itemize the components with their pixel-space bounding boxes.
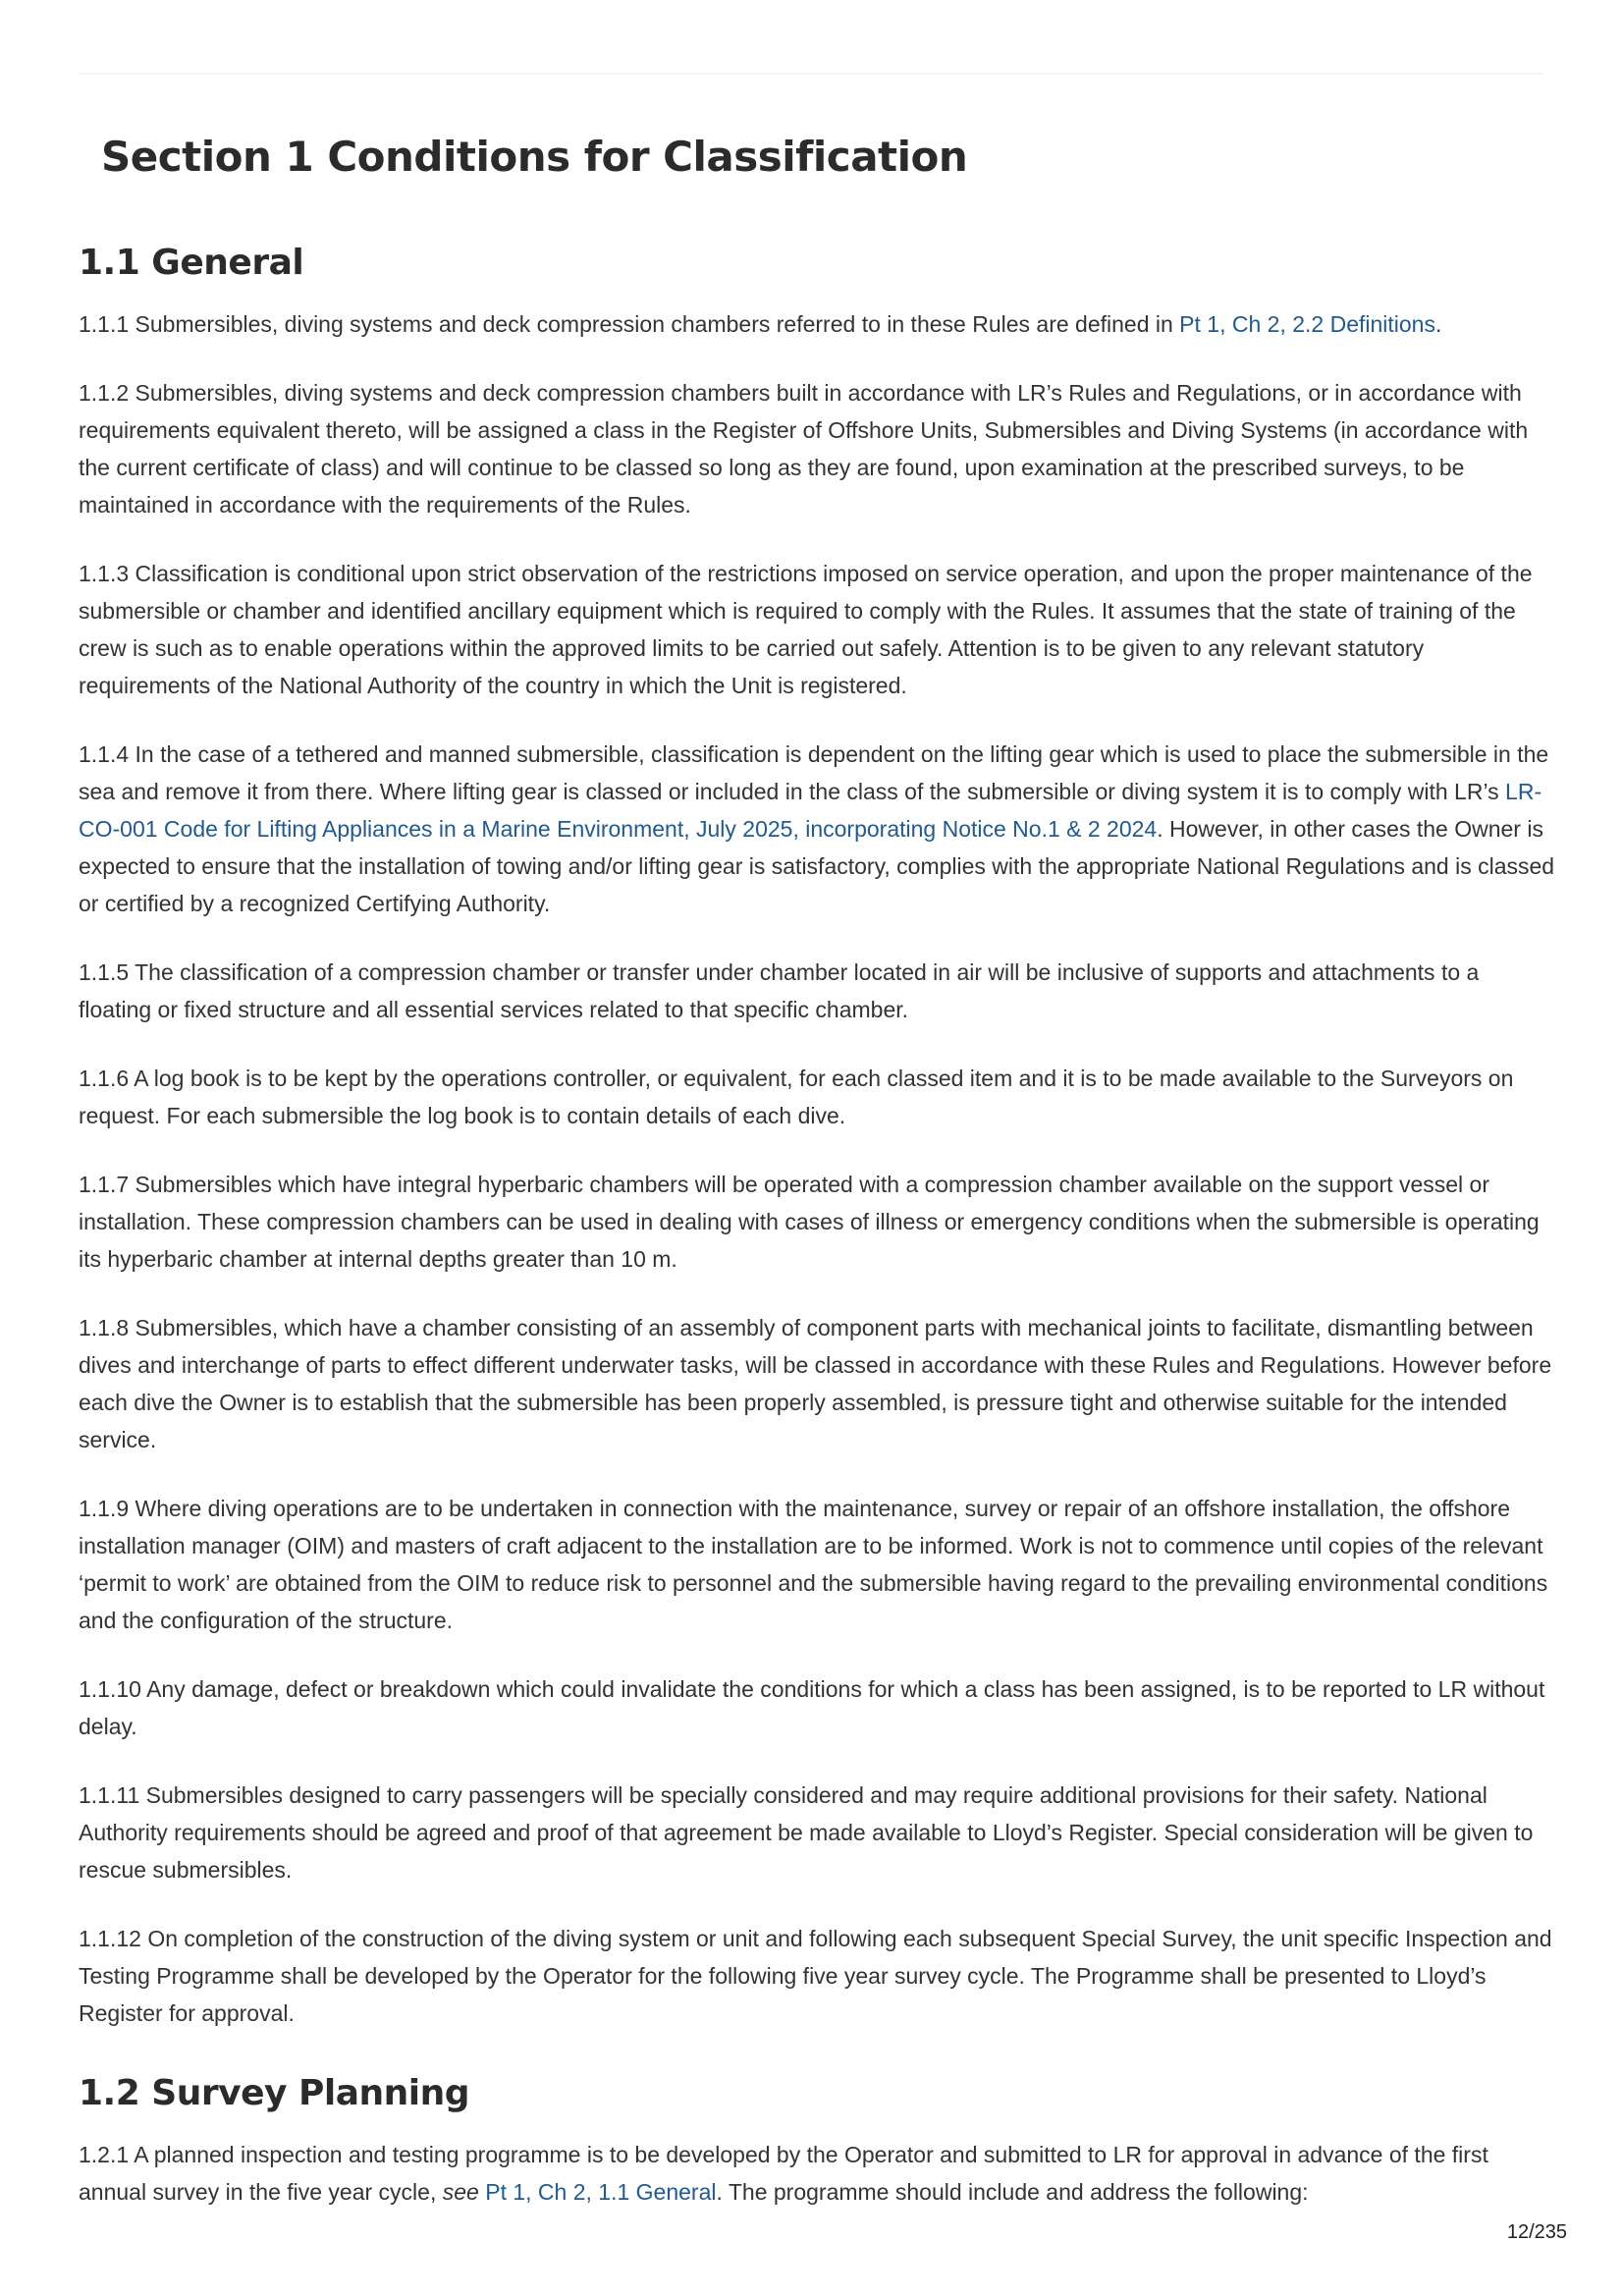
paragraph-1-1-7: 1.1.7 Submersibles which have integral hyperbaric chambers will be operated with a compression chamber available on the support vessel or installation. These compression chambers can be used in dealing with cases of illness or emergency conditions when the submersible is operating its hyperbaric chamber at internal depths greater than 10 m. (79, 1172, 1540, 1272)
paragraph-1-1-10: 1.1.10 Any damage, defect or breakdown which could invalidate the conditions for which a class has been assigned, is to be reported to LR without delay. (79, 1676, 1545, 1739)
paragraph-1-1-4 (79, 736, 1557, 922)
paragraph-1-2-1 (79, 2136, 1557, 2211)
paragraph-text: . However, in other cases the Owner is expected to ensure that the installation of towing and/or lifting gear is satisfactory, complies with the appropriate National Regulations and is classed or certified by a recognized Certifying Authority. (79, 816, 1555, 916)
definitions-link[interactable]: Pt 1, Ch 2, 2.2 Definitions (1179, 311, 1435, 337)
section-title: Section 1 Conditions for Classification (101, 133, 968, 181)
page-number: 12/235 (1506, 2221, 1567, 2243)
paragraph-1-1-8: 1.1.8 Submersibles, which have a chamber consisting of an assembly of component parts with mechanical joints to facilitate, dismantling between dives and interchange of parts to effect different underwater tasks, will be classed in accordance with these Rules and Regulations. However before each dive the Owner is to establish that the submersible has been properly assembled, is pressure tight and otherwise suitable for the intended service. (79, 1315, 1552, 1452)
lifting-appliances-code-link[interactable]: LR-CO-001 Code for Lifting Appliances in a Marine Environment, July 2025, incorporating Notice No.1 & 2 2024 (79, 779, 1542, 842)
subsection-title-general: 1.1 General (79, 243, 304, 283)
emphasis-text: see (442, 2179, 479, 2205)
subsection-title-survey-planning: 1.2 Survey Planning (79, 2073, 470, 2113)
paragraph-text: . (1434, 311, 1442, 337)
paragraph-text: 1.1.4 In the case of a tethered and manned submersible, classification is dependent on the lifting gear which is used to place the submersible in the sea and remove it from there. Where lifting gear is classed or included in the class of the submersible or diving system it is to comply with LR’s (79, 741, 1549, 804)
general-link[interactable]: Pt 1, Ch 2, 1.1 General (485, 2179, 717, 2205)
paragraph-text: . The programme should include and address the following: (716, 2179, 1309, 2205)
paragraph-1-1-12: 1.1.12 On completion of the construction of the diving system or unit and following each subsequent Special Survey, the unit specific Inspection and Testing Programme shall be developed by the Operator for the following five year survey cycle. The Programme shall be presented to Lloyd’s Register for approval. (79, 1926, 1552, 2026)
document-body (79, 116, 1557, 2211)
paragraph-text: 1.2.1 A planned inspection and testing programme is to be developed by the Operator and submitted to LR for approval in advance of the first annual survey in the five year cycle, (79, 2142, 1488, 2205)
paragraph-1-1-1 (79, 305, 1557, 343)
paragraph-text: 1.1.1 Submersibles, diving systems and deck compression chambers referred to in these Rules are defined in (79, 311, 1180, 337)
paragraph-1-1-6: 1.1.6 A log book is to be kept by the operations controller, or equivalent, for each classed item and it is to be made available to the Surveyors on request. For each submersible the log book is to contain details of each dive. (79, 1066, 1514, 1128)
paragraph-1-1-2: 1.1.2 Submersibles, diving systems and deck compression chambers built in accordance with LR’s Rules and Regulations, or in accordance with requirements equivalent thereto, will be assigned a class in the Register of Offshore Units, Submersibles and Diving Systems (in accordance with the current certificate of class) and will continue to be classed so long as they are found, upon examination at the prescribed surveys, to be maintained in accordance with the requirements of the Rules. (79, 380, 1529, 518)
paragraph-1-1-3: 1.1.3 Classification is conditional upon strict observation of the restrictions imposed on service operation, and upon the proper maintenance of the submersible or chamber and identified ancillary equipment which is required to comply with the Rules. It assumes that the state of training of the crew is such as to enable operations within the approved limits to be carried out safely. Attention is to be given to any relevant statutory requirements of the National Authority of the country in which the Unit is registered. (79, 561, 1533, 698)
paragraph-1-1-11: 1.1.11 Submersibles designed to carry passengers will be specially considered and may require additional provisions for their safety. National Authority requirements should be agreed and proof of that agreement be made available to Lloyd’s Register. Special consideration will be given to rescue submersibles. (79, 1782, 1534, 1883)
paragraph-1-1-5: 1.1.5 The classification of a compression chamber or transfer under chamber located in air will be inclusive of supports and attachments to a floating or fixed structure and all essential services related to that specific chamber. (79, 959, 1480, 1022)
paragraph-1-1-9: 1.1.9 Where diving operations are to be undertaken in connection with the maintenance, survey or repair of an offshore installation, the offshore installation manager (OIM) and masters of craft adjacent to the installation are to be informed. Work is not to commence until copies of the relevant ‘permit to work’ are obtained from the OIM to reduce risk to personnel and the submersible having regard to the prevailing environmental conditions and the configuration of the structure. (79, 1496, 1548, 1633)
header-rule (79, 73, 1543, 75)
